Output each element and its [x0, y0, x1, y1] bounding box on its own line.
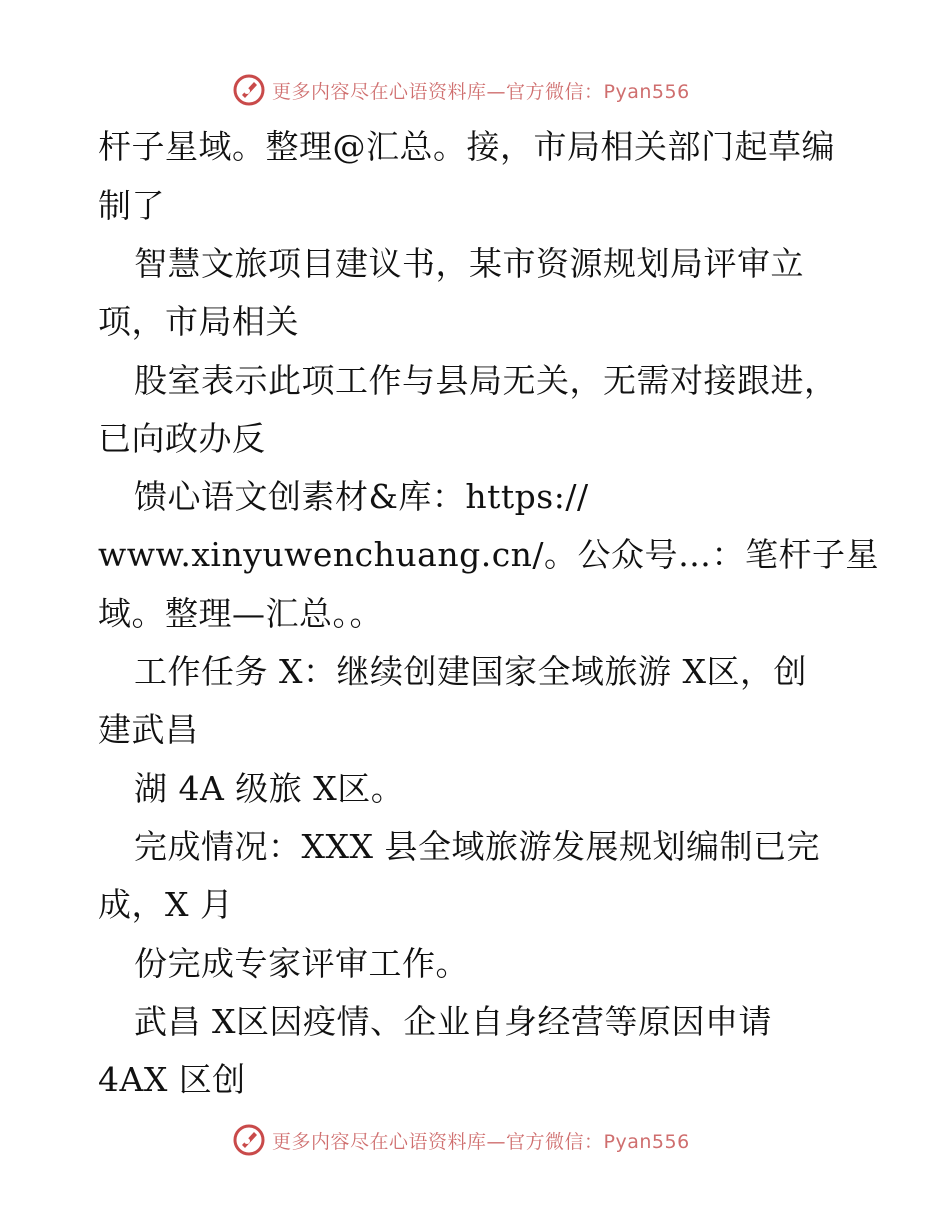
text-line: 项，市局相关 — [98, 302, 299, 341]
watermark-text: 更多内容尽在心语资料库—官方微信：Pyan556 — [272, 80, 690, 103]
text-line: 份完成专家评审工作。 — [134, 944, 469, 983]
text-line: 杆子星域。整理@汇总。接，市局相关部门起草编 — [98, 127, 835, 166]
text-line: 完成情况：XXX 县全域旅游发展规划编制已完 — [134, 827, 820, 866]
logo-icon — [232, 73, 266, 107]
text-line: 湖 4A 级旅 X区。 — [134, 769, 405, 808]
text-line: 已向政办反 — [98, 419, 266, 458]
text-line: www.xinyuwenchuang.cn/。公众号…：笔杆子星 — [98, 535, 880, 574]
text-line: 工作任务 X：继续创建国家全域旅游 X区，创 — [134, 652, 807, 691]
watermark-text: 更多内容尽在心语资料库—官方微信：Pyan556 — [272, 1130, 690, 1153]
text-line: 股室表示此项工作与县局无关，无需对接跟进， — [134, 361, 838, 400]
text-line: 成，X 月 — [98, 885, 234, 924]
text-line: 武昌 X区因疫情、企业自身经营等原因申请 — [134, 1002, 772, 1041]
text-line: 制了 — [98, 186, 165, 225]
watermark-header — [232, 73, 690, 107]
text-line: 4AX 区创 — [98, 1060, 246, 1099]
logo-icon — [232, 1123, 266, 1157]
text-line: 域。整理—汇总。。 — [98, 594, 383, 633]
text-line: 智慧文旅项目建议书，某市资源规划局评审立 — [134, 244, 804, 283]
watermark-footer — [232, 1123, 690, 1157]
text-line: 建武昌 — [98, 710, 199, 749]
text-line: 馈心语文创素材&库：https:// — [134, 477, 589, 516]
